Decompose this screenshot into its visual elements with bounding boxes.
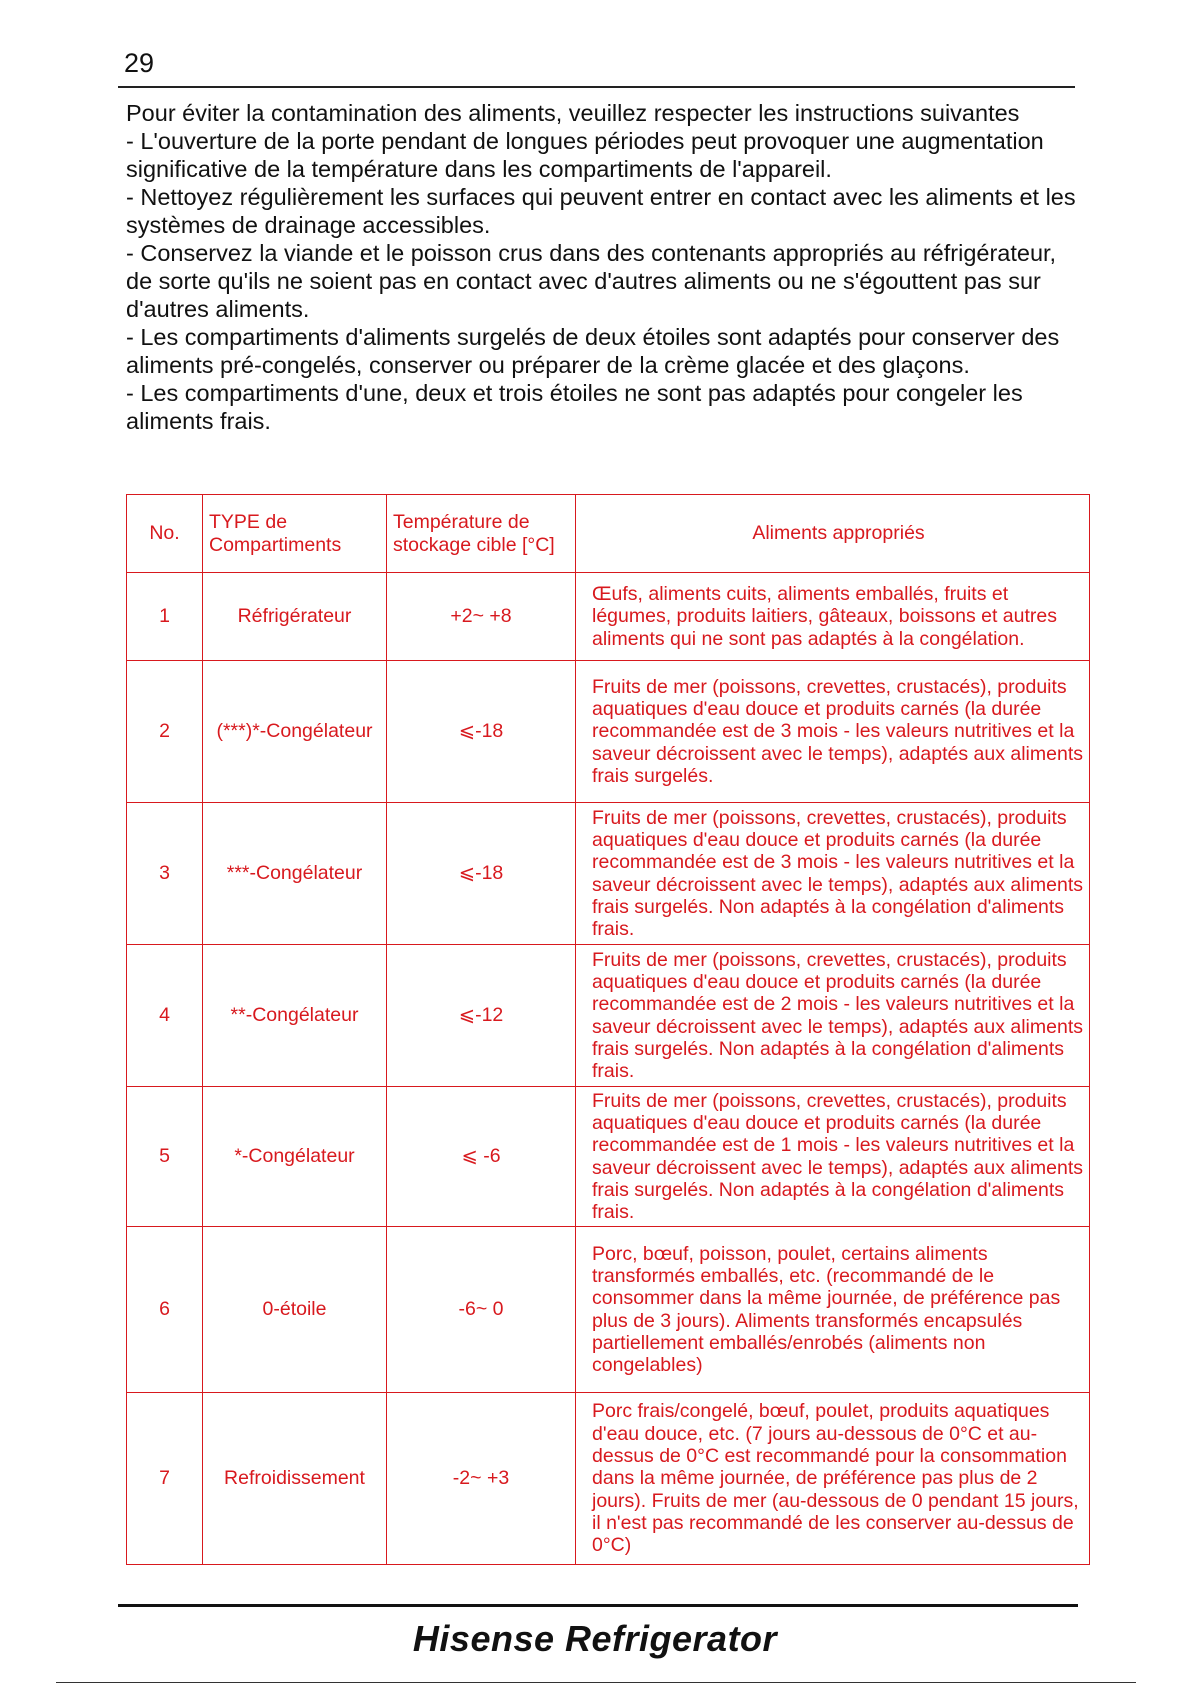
row-type: *-Congélateur [203, 1087, 387, 1227]
intro-line: Pour éviter la contamination des aliments, veuillez respecter les instructions suivantes [126, 100, 1020, 126]
intro-line: - L'ouverture de la porte pendant de longues périodes peut provoquer une augmentation significative de la température dans les compartiments de l'appareil. [126, 128, 1044, 182]
intro-instructions [126, 99, 1076, 435]
intro-line: - Les compartiments d'aliments surgelés de deux étoiles sont adaptés pour conserver des aliments pré-congelés, conserver ou préparer de la crème glacée et des glaçons. [126, 324, 1060, 378]
compartment-table [126, 494, 1090, 1565]
brand-footer: Hisense Refrigerator [412, 1618, 778, 1659]
row-no: 3 [127, 803, 203, 945]
row-no: 1 [127, 573, 203, 661]
footer-divider [118, 1604, 1078, 1607]
table-row [127, 945, 1090, 1087]
table-row [127, 1393, 1090, 1565]
row-temp: ⩽-18 [387, 803, 576, 945]
row-temp: -2~ +3 [387, 1393, 576, 1565]
row-type: 0-étoile [203, 1227, 387, 1393]
row-food: Porc frais/congelé, bœuf, poulet, produits aquatiques d'eau douce, etc. (7 jours au-dessous de 0°C et au-dessus de 0°C est recommandé pour la consommation dans la même journée, de préférence pas plus de 2 jours). Fruits de mer (au-dessous de 0 pendant 15 jours, il n'est pas recommandé de les conserver au-dessus de 0°C) [576, 1393, 1090, 1565]
row-type: (***)*-Congélateur [203, 661, 387, 803]
page-number: 29 [124, 48, 155, 78]
header-type: TYPE de Compartiments [203, 495, 387, 573]
row-food: Fruits de mer (poissons, crevettes, crustacés), produits aquatiques d'eau douce et produits carnés (la durée recommandée est de 1 mois - les valeurs nutritives et la saveur décroissent avec le temps), adaptés aux aliments frais surgelés. Non adaptés à la congélation d'aliments frais. [576, 1087, 1090, 1227]
row-temp: ⩽ -6 [387, 1087, 576, 1227]
row-temp: +2~ +8 [387, 573, 576, 661]
row-food: Porc, bœuf, poisson, poulet, certains aliments transformés emballés, etc. (recommandé de le consommer dans la même journée, de préférence pas plus de 3 jours). Aliments transformés encapsulés partiellement emballés/enrobés (aliments non congelables) [576, 1227, 1090, 1393]
row-temp: ⩽-18 [387, 661, 576, 803]
row-type: Réfrigérateur [203, 573, 387, 661]
header-no: No. [127, 495, 203, 573]
header-food: Aliments appropriés [576, 495, 1090, 573]
row-type: ***-Congélateur [203, 803, 387, 945]
row-no: 7 [127, 1393, 203, 1565]
row-no: 2 [127, 661, 203, 803]
table-row [127, 661, 1090, 803]
table-row [127, 573, 1090, 661]
row-type: Refroidissement [203, 1393, 387, 1565]
table-row [127, 1227, 1090, 1393]
row-food: Œufs, aliments cuits, aliments emballés, fruits et légumes, produits laitiers, gâteaux, boissons et autres aliments qui ne sont pas adaptés à la congélation. [576, 573, 1090, 661]
row-no: 6 [127, 1227, 203, 1393]
intro-line: - Les compartiments d'une, deux et trois étoiles ne sont pas adaptés pour congeler les aliments frais. [126, 380, 1023, 434]
header-temp: Température de stockage cible [°C] [387, 495, 576, 573]
row-temp: -6~ 0 [387, 1227, 576, 1393]
row-food: Fruits de mer (poissons, crevettes, crustacés), produits aquatiques d'eau douce et produits carnés (la durée recommandée est de 2 mois - les valeurs nutritives et la saveur décroissent avec le temps), adaptés aux aliments frais surgelés. Non adaptés à la congélation d'aliments frais. [576, 945, 1090, 1087]
row-temp: ⩽-12 [387, 945, 576, 1087]
table-header-row [127, 495, 1090, 573]
row-food: Fruits de mer (poissons, crevettes, crustacés), produits aquatiques d'eau douce et produits carnés (la durée recommandée est de 3 mois - les valeurs nutritives et la saveur décroissent avec le temps), adaptés aux aliments frais surgelés. [576, 661, 1090, 803]
table-row [127, 803, 1090, 945]
table-row [127, 1087, 1090, 1227]
row-no: 4 [127, 945, 203, 1087]
page-bottom-line [56, 1682, 1136, 1683]
header-divider [118, 86, 1075, 88]
row-type: **-Congélateur [203, 945, 387, 1087]
row-food: Fruits de mer (poissons, crevettes, crustacés), produits aquatiques d'eau douce et produits carnés (la durée recommandée est de 3 mois - les valeurs nutritives et la saveur décroissent avec le temps), adaptés aux aliments frais surgelés. Non adaptés à la congélation d'aliments frais. [576, 803, 1090, 945]
row-no: 5 [127, 1087, 203, 1227]
intro-line: - Nettoyez régulièrement les surfaces qui peuvent entrer en contact avec les aliments et les systèmes de drainage accessibles. [126, 184, 1076, 238]
intro-line: - Conservez la viande et le poisson crus dans des contenants appropriés au réfrigérateur, de sorte qu'ils ne soient pas en contact avec d'autres aliments ou ne s'égouttent pas sur d'autres aliments. [126, 240, 1057, 322]
